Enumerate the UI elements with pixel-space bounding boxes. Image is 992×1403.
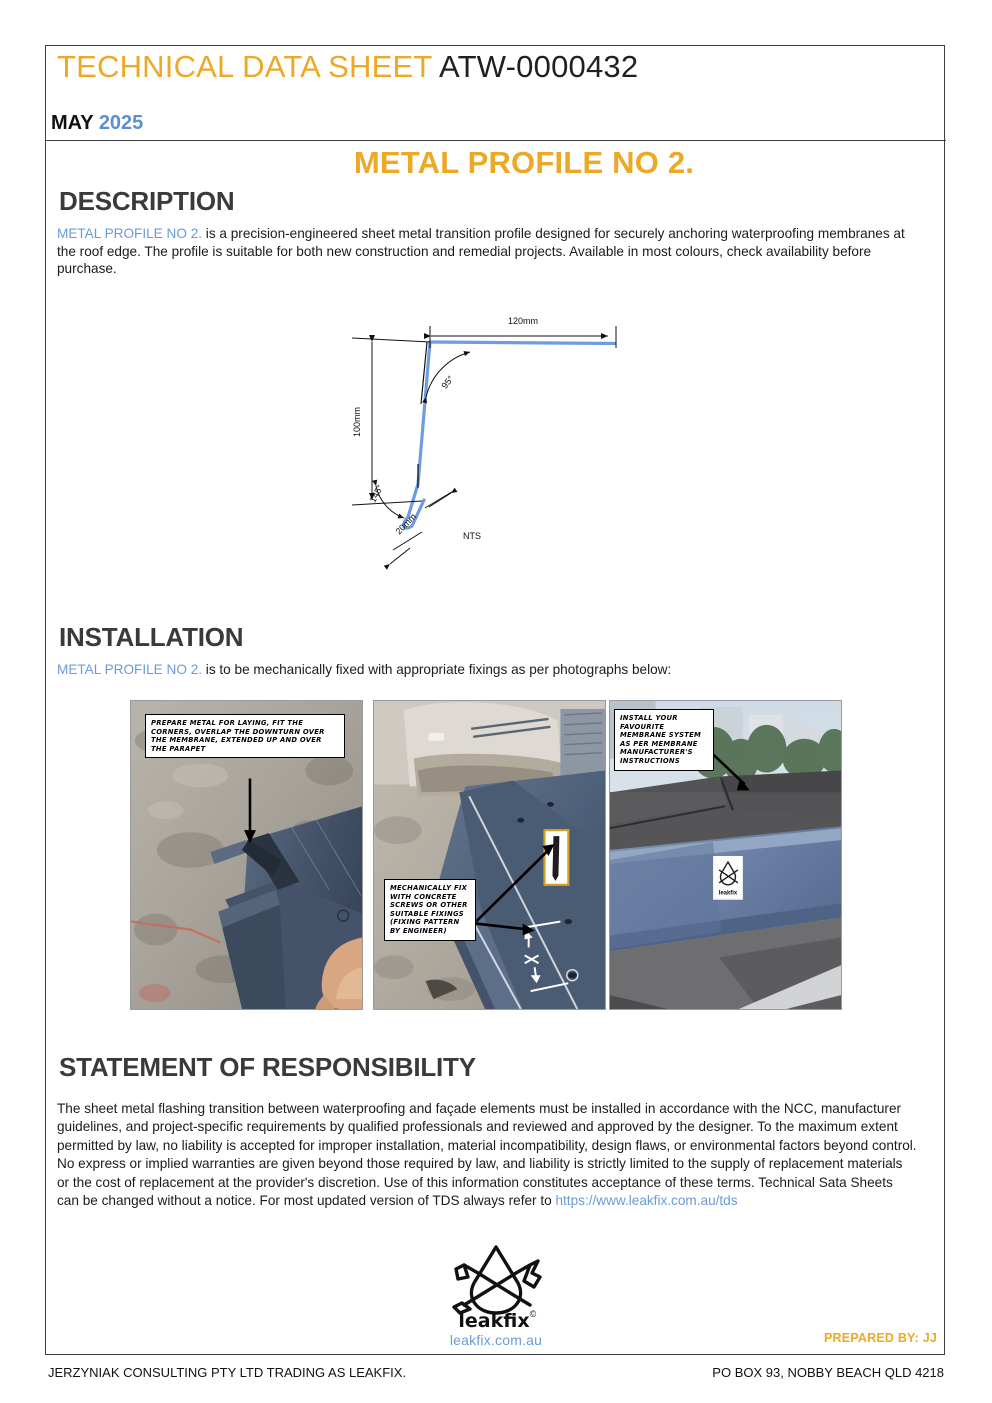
responsibility-heading: STATEMENT OF RESPONSIBILITY [59,1052,476,1082]
leakfix-logo-icon [444,1243,548,1329]
photo-prepare-metal [130,700,363,1010]
header-divider-rule [45,140,946,141]
description-body-text: is a precision-engineered sheet metal transition profile designed for securely anchoring waterproofing membranes at the roof edge. The profile is suitable for both new construction and remedial projects. Available in most colours, check availability before purchase. [57,226,905,276]
dimension-label-120mm: 120mm [507,316,539,326]
header-title [57,49,638,85]
issue-date [51,112,143,135]
installation-heading: INSTALLATION [59,622,244,652]
description-product-name: METAL PROFILE NO 2. [57,226,203,241]
issue-year: 2025 [98,112,144,134]
profile-drawing [330,312,670,572]
photo-callout-text: MECHANICALLY FIX WITH CONCRETE SCREWS OR OTHER SUITABLE FIXINGS (FIXING PATTERN BY ENGINEER) [384,879,476,941]
installation-product-name: METAL PROFILE NO 2. [57,662,203,677]
dimension-label-100mm: 100mm [352,406,362,438]
description-heading: DESCRIPTION [59,186,235,216]
trademark-symbol: © [529,1309,537,1319]
footer-address: PO BOX 93, NOBBY BEACH QLD 4218 [712,1365,944,1380]
responsibility-body-text: The sheet metal flashing transition between waterproofing and façade elements must be installed in accordance with the NCC, manufacturer guidelines, and project-specific requirements by qualified professionals and reviewed and approved by the designer. To the maximum extent permitted by law, no liability is accepted for improper installation, material incompatibility, design flaws, or environmental factors beyond control. No express or implied warranties are given beyond those required by law, and liability is strictly limited to the supply of replacement materials or the cost of replacement at the provider's discretion. Use of this information constitutes acceptance of these terms. Technical Sata Sheets can be changed without a notice. For most updated version of TDS always refer to [57,1101,917,1209]
description-paragraph [57,225,909,278]
profile-outline [404,342,615,528]
installation-photo-row [130,700,849,1010]
photo-callout-text: PREPARE METAL FOR LAYING, FIT THE CORNERS, OVERLAP THE DOWNTURN OVER THE MEMBRANE, EXTENDED UP AND OVER THE PARAPET [145,714,345,758]
svg-text:leakfix: leakfix [718,890,738,897]
issue-month: MAY [51,112,94,134]
leakfix-wordmark: leakfix [458,1310,530,1329]
document-code: ATW-0000432 [439,49,639,84]
photo-mechanical-fixing [373,700,606,1010]
photo-membrane-install [609,700,842,1010]
installation-body-text: is to be mechanically fixed with appropriate fixings as per photographs below: [202,662,672,677]
angle-label-95: 95° [439,373,456,391]
prepared-by-label: PREPARED BY: JJ [824,1331,937,1345]
footer-entity: JERZYNIAK CONSULTING PTY LTD TRADING AS LEAKFIX. [48,1365,407,1380]
page-title: METAL PROFILE NO 2. [353,145,695,180]
technical-data-sheet-label: TECHNICAL DATA SHEET [57,49,432,84]
scale-note-nts: NTS [463,531,481,541]
logo-website-url[interactable]: leakfix.com.au [449,1332,543,1348]
installation-paragraph [57,661,909,679]
responsibility-paragraph [57,1100,917,1210]
dimension-label-20mm: 20mm [393,511,419,537]
photo-callout-text: INSTALL YOUR FAVOURITE MEMBRANE SYSTEM AS PER MEMBRANE MANUFACTURER'S INSTRUCTIONS [614,709,714,771]
tds-url-link[interactable]: https://www.leakfix.com.au/tds [555,1193,738,1209]
angle-label-145: 145° [367,483,386,505]
